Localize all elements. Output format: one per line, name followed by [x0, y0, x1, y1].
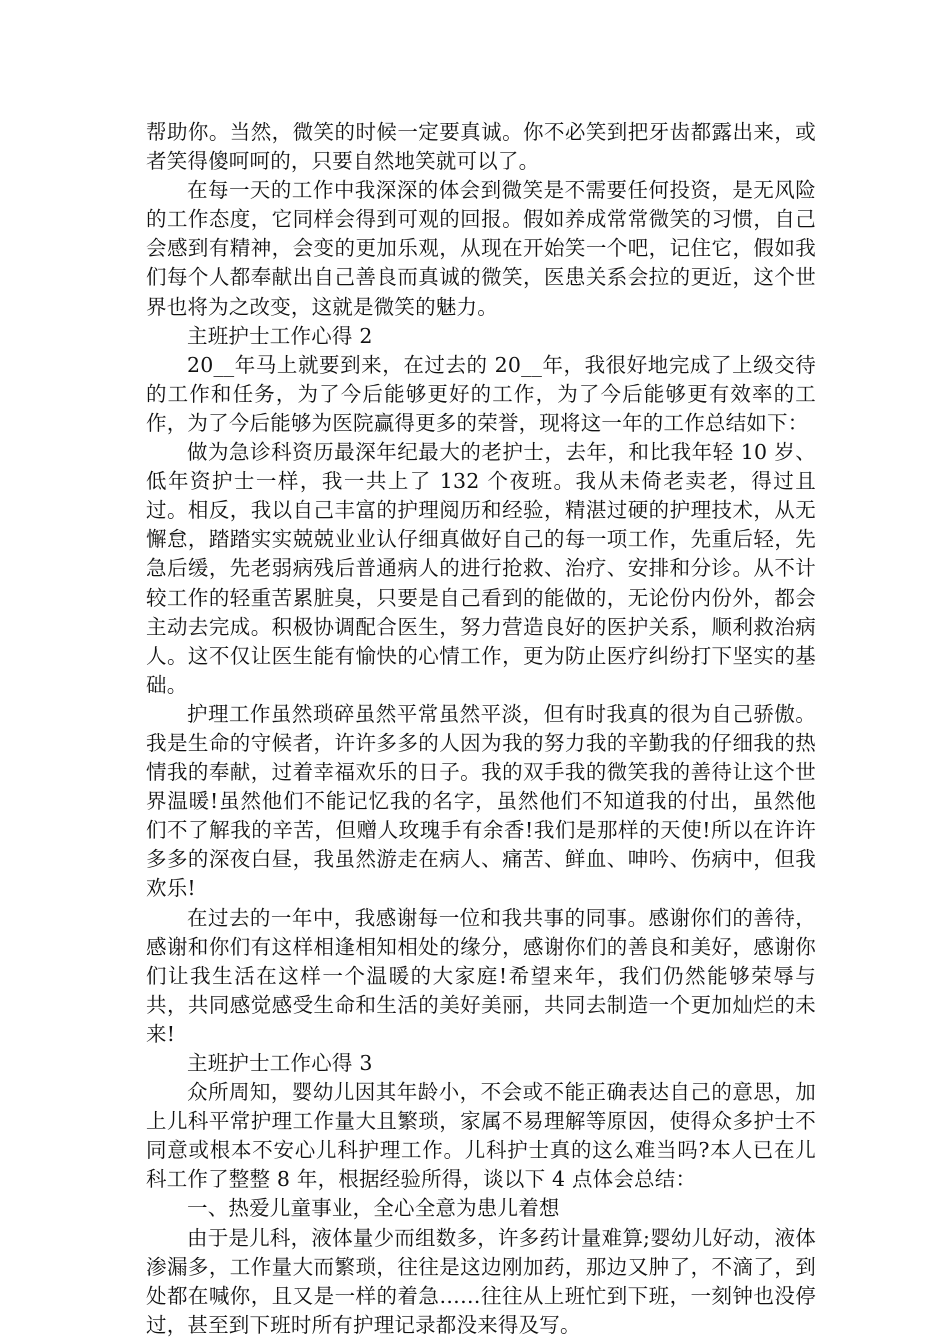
paragraph: 在每一天的工作中我深深的体会到微笑是不需要任何投资，是无风险的工作态度，它同样会得到可观的回报。假如养成常常微笑的习惯，自己会感到有精神，会变的更加乐观，从现在开始笑一个吧，记住它，假如我们每个人都奉献出自己善良而真诚的微笑，医患关系会拉的更近，这个世界也将为之改变，这就是微笑的魅力。 — [146, 178, 816, 319]
paragraph: 做为急诊科资历最深年纪最大的老护士，去年，和比我年轻 10 岁、低年资护士一样，我一共上了 132 个夜班。我从未倚老卖老，得过且过。相反，我以自己丰富的护理阅历和经验，精湛过硬的护理技术，从无懈怠，踏踏实实兢兢业业认仔细真做好自己的每一项工作，先重后轻，先急后缓，先老弱病残后普通病人的进行抢救、治疗、安排和分诊。从不计较工作的轻重苦累脏臭，只要是自己看到的能做的，无论份内份外，都会主动去完成。积极协调配合医生，努力营造良好的医护关系，顺利救治病人。这不仅让医生能有愉快的心情工作，更为防止医疗纠纷打下坚实的基础。 — [146, 440, 816, 697]
paragraph: 由于是儿科，液体量少而组数多，许多药计量难算;婴幼儿好动，液体渗漏多，工作量大而繁琐，往往是这边刚加药，那边又肿了，不滴了，到处都在喊你，且又是一样的着急……往往从上班忙到下班，一刻钟也没停过，甚至到下班时所有护理记录都没来得及写。 — [146, 1225, 816, 1337]
paragraph: 护理工作虽然琐碎虽然平常虽然平淡，但有时我真的很为自己骄傲。我是生命的守候者，许许多多的人因为我的努力我的辛勤我的仔细我的热情我的奉献，过着幸福欢乐的日子。我的双手我的微笑我的善待让这个世界温暖!虽然他们不能记忆我的名字，虽然他们不知道我的付出，虽然他们不了解我的辛苦，但赠人玫瑰手有余香!我们是那样的天使!所以在许许多多的深夜白昼，我虽然游走在病人、痛苦、鲜血、呻吟、伤病中，但我欢乐! — [146, 701, 816, 901]
paragraph: 20__年马上就要到来，在过去的 20__年，我很好地完成了上级交待的工作和任务，为了今后能够更好的工作，为了今后能够更有效率的工作，为了今后能够为医院赢得更多的荣誉，现将这一年的工作总结如下： — [146, 352, 816, 435]
section-heading: 主班护士工作心得 3 — [187, 1051, 373, 1075]
document-page — [146, 118, 816, 1340]
paragraph: 众所周知，婴幼儿因其年龄小，不会或不能正确表达自己的意思，加上儿科平常护理工作量大且繁琐，家属不易理解等原因，使得众多护士不同意或根本不安心儿科护理工作。儿科护士真的这么难当吗?本人已在儿科工作了整整 8 年，根据经验所得，谈以下 4 点体会总结： — [146, 1080, 816, 1192]
paragraph: 在过去的一年中，我感谢每一位和我共事的同事。感谢你们的善待，感谢和你们有这样相逢相知相处的缘分，感谢你们的善良和美好，感谢你们让我生活在这样一个温暖的大家庭!希望来年，我们仍然能够荣辱与共，共同感觉感受生命和生活的美好美丽，共同去制造一个更加灿烂的未来! — [146, 905, 816, 1046]
subsection-heading: 一、热爱儿童事业，全心全意为患儿着想 — [187, 1196, 560, 1221]
section-heading: 主班护士工作心得 2 — [187, 323, 373, 348]
paragraph: 帮助你。当然，微笑的时候一定要真诚。你不必笑到把牙齿都露出来，或者笑得傻呵呵的，只要自然地笑就可以了。 — [146, 120, 816, 174]
